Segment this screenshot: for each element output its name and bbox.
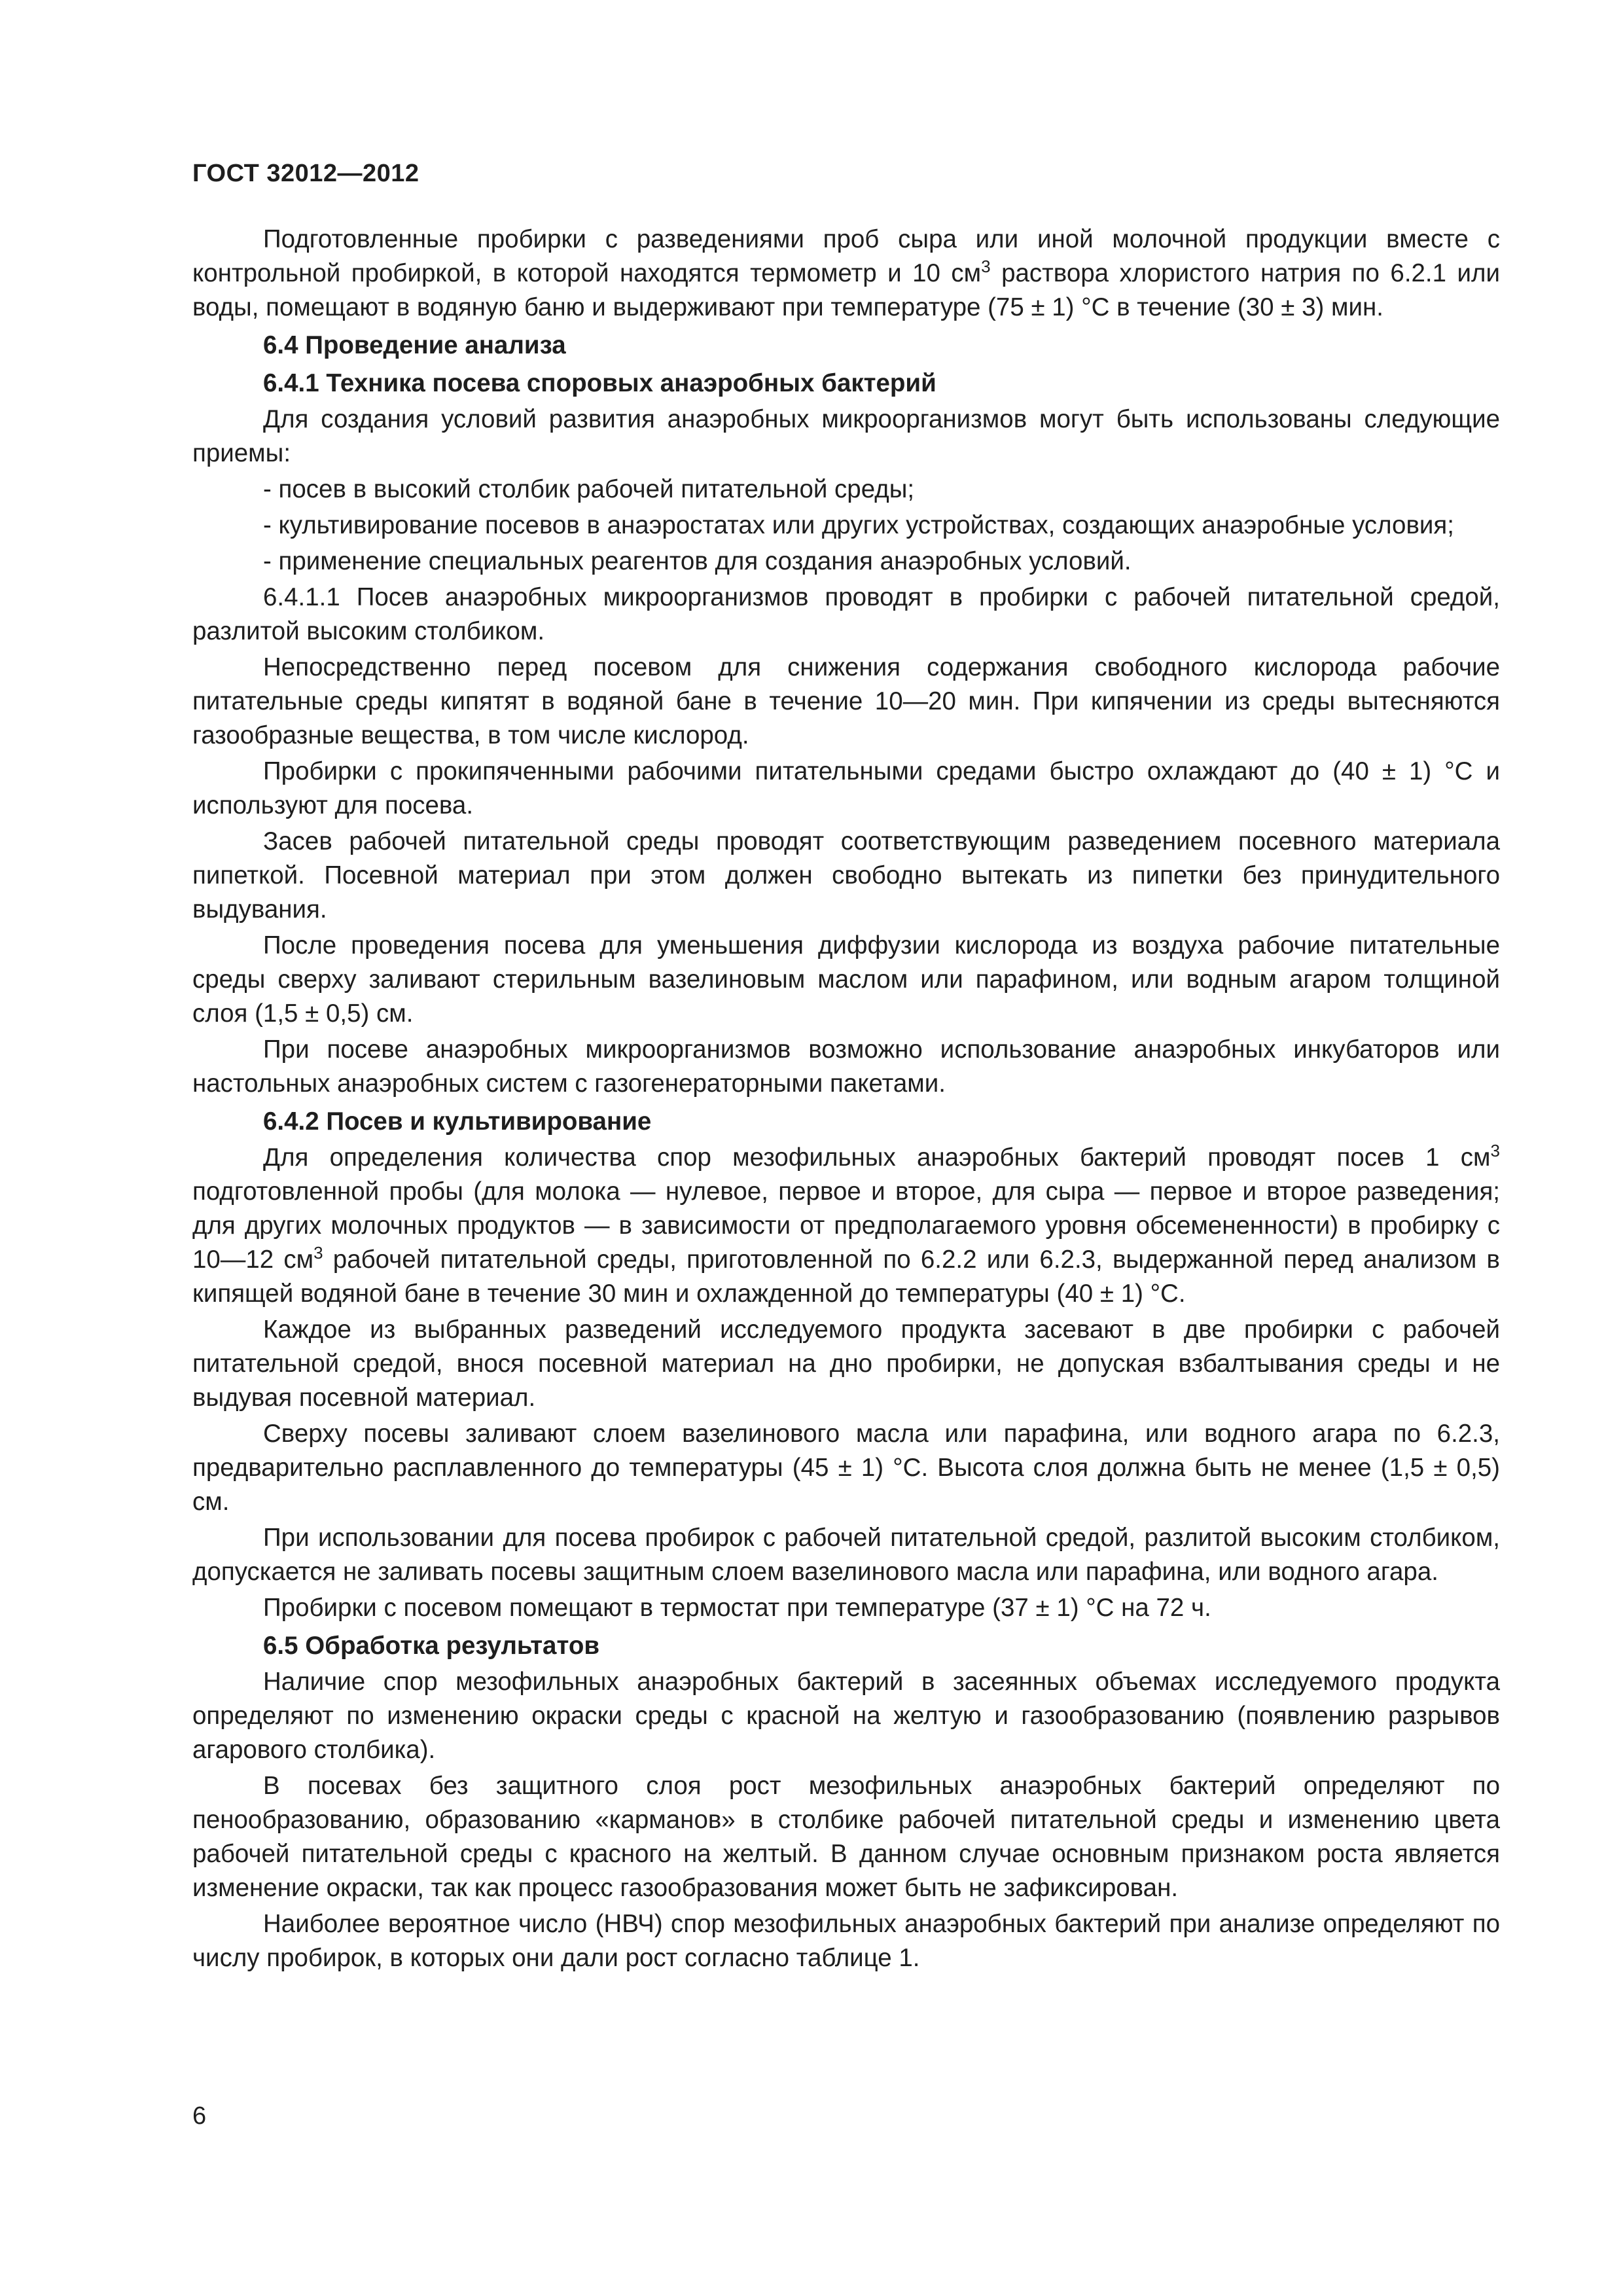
paragraph: Каждое из выбранных разведений исследуемого продукта засевают в две пробирки с рабочей питательной средой, внося посевной материал на дно пробирки, не допуская взбалтывания среды и не выдувая посевной материал. xyxy=(192,1316,1500,1412)
page-number: 6 xyxy=(192,2102,207,2130)
paragraph: Засев рабочей питательной среды проводят соответствующим разведением посевного материала пипеткой. Посевной материал при этом должен свободно вытекать из пипетки без принудительного выдувания. xyxy=(192,827,1500,924)
paragraph: Для создания условий развития анаэробных микроорганизмов могут быть использованы следующие приемы: xyxy=(192,405,1500,467)
section-heading: 6.4 Проведение анализа xyxy=(263,331,566,359)
superscript: 3 xyxy=(1490,1141,1500,1160)
paragraph: - посев в высокий столбик рабочей питательной среды; xyxy=(263,475,915,503)
text-run: подготовленной пробы (для молока — нулевое, первое и второе, для сыра — первое и второе разведения; для других молочных продуктов — в зависимости от предполагаемого уровня обсемененности) в пробирку с 10—12 см xyxy=(192,1177,1500,1274)
superscript: 3 xyxy=(981,257,991,276)
paragraph xyxy=(192,1141,1500,1311)
paragraph: Сверху посевы заливают слоем вазелинового масла или парафина, или водного агара по 6.2.3, предварительно расплавленного до температуры (45 ± 1) °С. Высота слоя должна быть не менее (1,5 ± 0,5) см. xyxy=(192,1420,1500,1516)
paragraph: Пробирки с посевом помещают в термостат при температуре (37 ± 1) °С на 72 ч. xyxy=(263,1594,1211,1622)
paragraph: 6.4.1.1 Посев анаэробных микроорганизмов проводят в пробирки с рабочей питательной средой, разлитой высоким столбиком. xyxy=(192,583,1500,645)
text-run: Для определения количества спор мезофильных анаэробных бактерий проводят посев 1 см xyxy=(263,1143,1491,1172)
document-body xyxy=(192,223,1500,1977)
paragraph: - применение специальных реагентов для создания анаэробных условий. xyxy=(263,547,1132,575)
paragraph: Пробирки с прокипяченными рабочими питательными средами быстро охлаждают до (40 ± 1) °С и используют для посева. xyxy=(192,757,1500,819)
text-run: раствора хлористого натрия по 6.2.1 или воды, помещают в водяную баню и выдерживают при температуре (75 ± 1) °С в течение (30 ± 3) мин. xyxy=(192,259,1500,321)
paragraph xyxy=(192,223,1500,325)
paragraph: - культивирование посевов в анаэростатах или других устройствах, создающих анаэробные условия; xyxy=(263,511,1454,539)
section-heading: 6.4.2 Посев и культивирование xyxy=(263,1107,652,1136)
paragraph: В посевах без защитного слоя рост мезофильных анаэробных бактерий определяют по пенообразованию, образованию «карманов» в столбике рабочей питательной среды и изменению цвета рабочей питательной среды с красного на желтый. В данном случае основным признаком роста является изменение окраски, так как процесс газообразования может быть не зафиксирован. xyxy=(192,1772,1500,1902)
text-run: рабочей питательной среды, приготовленной по 6.2.2 или 6.2.3, выдержанной перед анализом в кипящей водяной бане в течение 30 мин и охлажденной до температуры (40 ± 1) °С. xyxy=(192,1246,1500,1308)
document-header: ГОСТ 32012—2012 xyxy=(192,160,419,187)
paragraph: Непосредственно перед посевом для снижения содержания свободного кислорода рабочие питательные среды кипятят в водяной бане в течение 10—20 мин. При кипячении из среды вытесняются газообразные вещества, в том числе кислород. xyxy=(192,653,1500,749)
paragraph: При посеве анаэробных микроорганизмов возможно использование анаэробных инкубаторов или настольных анаэробных систем с газогенераторными пакетами. xyxy=(192,1035,1500,1098)
text-run: Подготовленные пробирки с разведениями проб сыра или иной молочной продукции вместе с контрольной пробиркой, в которой находятся термометр и 10 см xyxy=(192,225,1500,287)
paragraph: После проведения посева для уменьшения диффузии кислорода из воздуха рабочие питательные среды сверху заливают стерильным вазелиновым маслом или парафином, или водным агаром толщиной слоя (1,5 ± 0,5) см. xyxy=(192,931,1500,1028)
superscript: 3 xyxy=(313,1243,323,1263)
section-heading: 6.4.1 Техника посева споровых анаэробных бактерий xyxy=(263,369,936,397)
section-heading: 6.5 Обработка результатов xyxy=(263,1632,599,1660)
paragraph: Наличие спор мезофильных анаэробных бактерий в засеянных объемах исследуемого продукта определяют по изменению окраски среды с красной на желтую и газообразованию (появлению разрывов агарового столбика). xyxy=(192,1668,1500,1764)
paragraph: Наиболее вероятное число (НВЧ) спор мезофильных анаэробных бактерий при анализе определяют по числу пробирок, в которых они дали рост согласно таблице 1. xyxy=(192,1910,1500,1972)
paragraph: При использовании для посева пробирок с рабочей питательной средой, разлитой высоким столбиком, допускается не заливать посевы защитным слоем вазелинового масла или парафина, или водного агара. xyxy=(192,1524,1500,1586)
